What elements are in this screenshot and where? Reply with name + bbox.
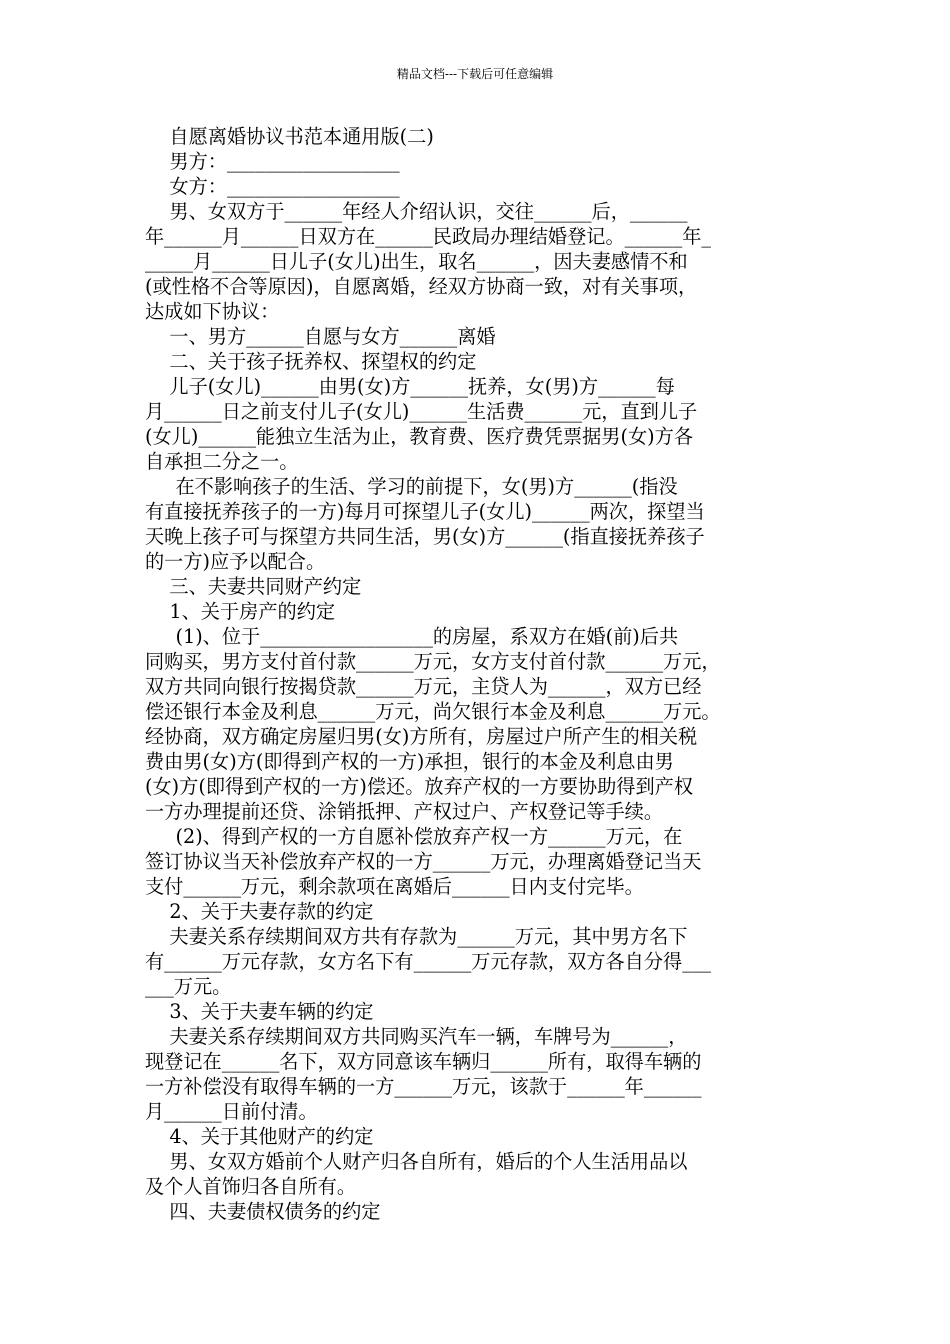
text-line: 同购买，男方支付首付款______万元，女方支付首付款______万元， [145, 650, 721, 673]
text-line: 年______月______日双方在______民政局办理结婚登记。______年_ [145, 225, 712, 248]
subsection-heading: 2、关于夫妻存款的约定 [145, 900, 374, 923]
text-line: 偿还银行本金及利息______万元，尚欠银行本金及利息______万元。 [145, 700, 721, 723]
female-party-line: 女方：__________________ [145, 175, 400, 198]
text-line: 夫妻关系存续期间双方共同购买汽车一辆，车牌号为______， [145, 1025, 688, 1048]
text-line: 有直接抚养孩子的一方)每月可探望儿子(女儿)______两次，探望当 [145, 500, 705, 523]
text-line: 现登记在______名下，双方同意该车辆归______所有，取得车辆的 [145, 1050, 702, 1073]
text-line: 在不影响孩子的生活、学习的前提下，女(男)方______(指没 [145, 475, 678, 498]
male-party-line: 男方：__________________ [145, 150, 400, 173]
subsection-heading: 3、关于夫妻车辆的约定 [145, 1000, 374, 1023]
subsection-heading: 1、关于房产的约定 [145, 600, 336, 623]
text-line: 双方共同向银行按揭贷款______万元，主贷人为______，双方已经 [145, 675, 702, 698]
text-line: (1)、位于__________________的房屋，系双方在婚(前)后共 [145, 625, 679, 648]
text-line: 月______日之前支付儿子(女儿)______生活费______元，直到儿子 [145, 400, 698, 423]
text-line: 经协商，双方确定房屋归男(女)方所有，房屋过户所产生的相关税 [145, 725, 698, 748]
section-heading: 四、夫妻债权债务的约定 [145, 1200, 381, 1223]
section-heading: 二、关于孩子抚养权、探望权的约定 [145, 350, 477, 373]
text-line: 一方办理提前还贷、涂销抵押、产权过户、产权登记等手续。 [145, 800, 664, 823]
text-line: 儿子(女儿)______由男(女)方______抚养，女(男)方______每 [145, 375, 675, 398]
text-line: (或性格不合等原因)，自愿离婚，经双方协商一致，对有关事项， [145, 275, 698, 298]
section-heading: 三、夫妻共同财产约定 [145, 575, 362, 598]
text-line: 一方补偿没有取得车辆的一方______万元，该款于______年______ [145, 1075, 702, 1098]
text-line: 天晚上孩子可与探望方共同生活，男(女)方______(指直接抚养孩子 [145, 525, 705, 548]
text-line: 男、女双方于______年经人介绍认识，交往______后，______ [145, 200, 688, 223]
text-line: (女)方(即得到产权的一方)偿还。放弃产权的一方要协助得到产权 [145, 775, 694, 798]
text-line: 月______日前付清。 [145, 1100, 318, 1123]
text-line: (2)、得到产权的一方自愿补偿放弃产权一方______万元，在 [145, 825, 683, 848]
text-line: 费由男(女)方(即得到产权的一方)承担，银行的本金及利息由男 [145, 750, 674, 773]
text-line: _____月______日儿子(女儿)出生，取名______，因夫妻感情不和 [145, 250, 688, 273]
text-line: 的一方)应予以配合。 [145, 550, 326, 573]
text-line: 自承担二分之一。 [145, 450, 299, 473]
text-line: 签订协议当天补偿放弃产权的一方______万元，办理离婚登记当天 [145, 850, 702, 873]
subsection-heading: 4、关于其他财产的约定 [145, 1125, 374, 1148]
section-heading: 一、男方______自愿与女方______离婚 [145, 325, 496, 348]
document-body [145, 124, 805, 1224]
text-line: 有______万元存款，女方名下有______万元存款，双方各自分得___ [145, 950, 712, 973]
text-line: 夫妻关系存续期间双方共有存款为______万元，其中男方名下 [145, 925, 688, 948]
text-line: 男、女双方婚前个人财产归各自所有，婚后的个人生活用品以 [145, 1150, 688, 1173]
text-line: 达成如下协议： [145, 300, 280, 323]
text-line: ___万元。 [145, 975, 232, 998]
document-title: 自愿离婚协议书范本通用版(二) [145, 125, 434, 148]
text-line: (女儿)______能独立生活为止，教育费、医疗费凭票据男(女)方各 [145, 425, 694, 448]
text-line: 及个人首饰归各自所有。 [145, 1175, 357, 1198]
page-header: 精品文档---下载后可任意编辑 [396, 67, 554, 81]
text-line: 支付______万元，剩余款项在离婚后______日内支付完毕。 [145, 875, 644, 898]
